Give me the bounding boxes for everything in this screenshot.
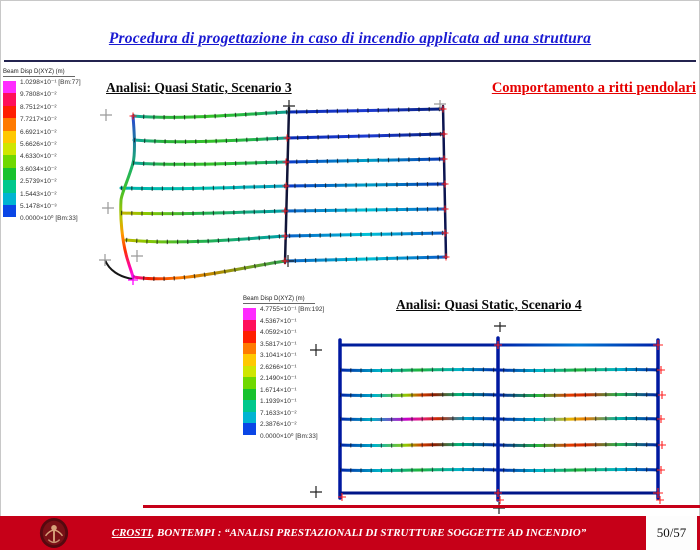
node-markers-red <box>338 340 666 504</box>
legend-value: 5.1478×10⁻³ <box>20 202 57 210</box>
legend-value: 1.1939×10⁻¹ <box>260 398 297 405</box>
legend-value: 0.0000×10⁰ [Bm:33] <box>20 215 78 223</box>
legend-value: 4.6330×10⁻² <box>20 153 57 161</box>
legend-value: 3.1041×10⁻¹ <box>260 352 297 359</box>
legend-value: 8.7512×10⁻² <box>20 103 57 111</box>
footer-logo <box>38 517 70 549</box>
legend-scenario3-colorbar <box>3 81 16 217</box>
footer-citation-rest: , BONTEMPI : “ANALISI PRESTAZIONALI DI STRUTTURE SOGGETTE AD INCENDIO” <box>151 527 587 539</box>
legend-value: 1.5443×10⁻² <box>20 190 57 198</box>
heading-pendular-behavior: Comportamento a ritti pendolari <box>491 80 696 96</box>
legend-scenario3 <box>3 69 81 228</box>
legend-scenario3-labels <box>20 79 81 228</box>
legend-value: 9.7808×10⁻² <box>20 91 57 99</box>
legend-value: 2.1490×10⁻¹ <box>260 375 297 382</box>
legend-value: 2.3876×10⁻² <box>260 421 297 428</box>
frame-beams <box>121 109 446 279</box>
legend-value: 1.6714×10⁻¹ <box>260 386 297 394</box>
legend-value: 4.5367×10⁻¹ <box>260 317 297 325</box>
legend-value: 1.0298×10⁻¹ [Bm:77] <box>20 79 81 86</box>
footer-author: CROSTI <box>111 527 152 539</box>
legend-value: 2.5739×10⁻² <box>20 178 57 186</box>
legend-value: 7.7217×10⁻² <box>20 116 57 124</box>
heading-scenario4: Analisi: Quasi Static, Scenario 4 <box>396 297 582 312</box>
fem-plot-scenario3 <box>93 100 485 296</box>
title-divider <box>4 60 696 62</box>
legend-value: 3.5817×10⁻¹ <box>260 340 297 348</box>
footer-citation <box>70 527 646 539</box>
fem-plot-scenario4 <box>298 322 692 514</box>
legend-value: 6.6921×10⁻² <box>20 128 57 136</box>
page-number: 50/57 <box>646 516 697 550</box>
heading-scenario3: Analisi: Quasi Static, Scenario 3 <box>106 80 292 95</box>
frame-columns <box>121 106 446 277</box>
legend-value: 4.7755×10⁻¹ [Bm:192] <box>260 306 325 313</box>
slide-title: Procedura di progettazione in caso di incendio applicata ad una struttura <box>108 30 592 47</box>
footer-bar <box>0 516 646 550</box>
legend-value: 4.0592×10⁻¹ <box>260 329 297 336</box>
legend-value: 7.1633×10⁻² <box>260 409 297 417</box>
legend-value: 2.6266×10⁻¹ <box>260 363 297 371</box>
legend-value: 5.6626×10⁻² <box>20 140 57 148</box>
legend-value: 3.6034×10⁻² <box>20 165 57 173</box>
legend-scenario4-header: Beam Disp D(XYZ) (m) <box>243 296 315 304</box>
legend-value: 0.0000×10⁰ [Bm:33] <box>260 432 318 440</box>
legend-scenario3-header: Beam Disp D(XYZ) (m) <box>3 69 75 77</box>
legend-scenario4-colorbar <box>243 308 256 435</box>
footer-accent-line <box>143 505 700 508</box>
